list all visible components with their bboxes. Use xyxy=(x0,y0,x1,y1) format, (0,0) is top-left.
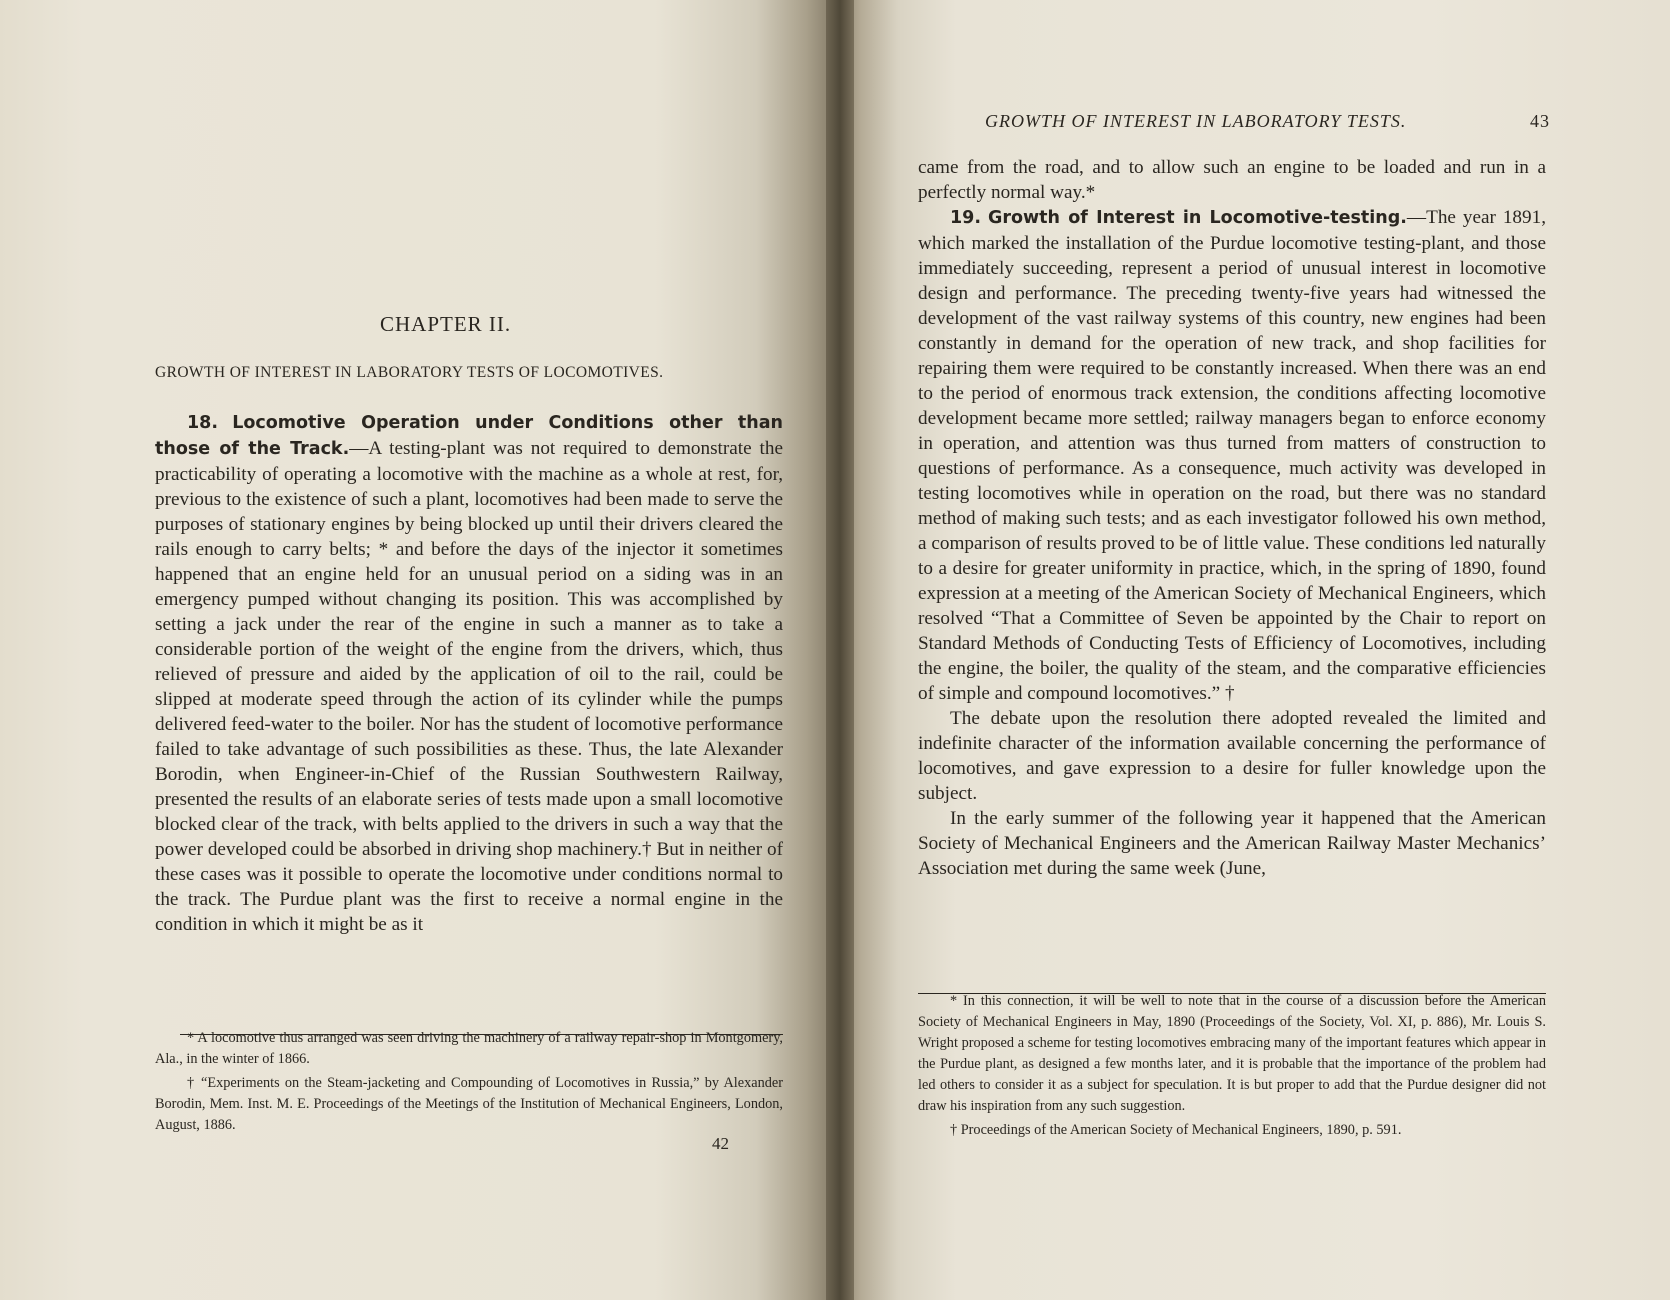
chapter-title: CHAPTER II. xyxy=(380,312,512,336)
continuation-paragraph: came from the road, and to allow such an engine to be loaded and run in a perfectly normal way.* xyxy=(918,157,1546,203)
section-text: —A testing-plant was not required to demonstrate the practicability of operating a locomotive with the machine as a whole at rest, for, previous to the existence of such a plant, locomotives had been made to serve the purposes of stationary engines by being blocked up until their drivers cleared the rails enough to carry belts; * and before the days of the injector it sometimes happened that an engine held for an unusual period on a siding was in an emergency pumped without changing its position. This was accomplished by setting a jack under the rear of the engine in such a manner as to take a considerable portion of the weight of the engine from the drivers, which, thus relieved of pressure and aided by the application of oil to the rail, could be slipped at moderate speed through the action of its cylinder while the pumps delivered feed-water to the boiler. Nor has the student of locomotive performance failed to take advantage of such possibilities as these. Thus, the late Alexander Borodin, when Engineer-in-Chief of the Russian Southwestern Railway, presented the results of an elaborate series of tests made upon a small locomotive blocked clear of the track, with belts applied to the drivers in such a way that the power developed could be absorbed in driving shop machinery.† But in neither of these cases was it possible to operate the locomotive under conditions normal to the track. The Purdue plant was the first to receive a normal engine in the condition in which it might be as it xyxy=(155,438,784,935)
section-18-paragraph xyxy=(155,410,783,937)
section-number: 19. xyxy=(950,208,982,228)
footnote: * A locomotive thus arranged was seen driving the machinery of a railway repair-shop in Montgomery, Ala., in the winter of 1866. xyxy=(155,1030,783,1067)
page-number: 42 xyxy=(712,1134,729,1153)
running-head-title: GROWTH OF INTEREST IN LABORATORY TESTS. xyxy=(985,111,1407,131)
paragraph: The debate upon the resolution there adopted revealed the limited and indefinite character of the information available concerning the performance of locomotives, and gave expression to a desire for fuller knowledge upon the subject. xyxy=(918,708,1546,804)
right-body-text xyxy=(918,155,1546,881)
paragraph: In the early summer of the following year it happened that the American Society of Mechanical Engineers and the American Railway Master Mechanics’ Association met during the same week (June, xyxy=(918,808,1546,879)
book-gutter xyxy=(826,0,854,1300)
footnote: † “Experiments on the Steam-jacketing and Compounding of Locomotives in Russia,” by Alexander Borodin, Mem. Inst. M. E. Proceedings of the Meetings of the Institution of Mechanical Engineers, London, August, 1886. xyxy=(155,1075,783,1133)
section-text: —The year 1891, which marked the installation of the Purdue locomotive testing-plant, and those immediately succeeding, represent a period of unusual interest in locomotive design and performance. The preceding twenty-five years had witnessed the development of the vast railway systems of this country, new engines had been constantly in demand for the operation of new track, and shop facilities for repairing them were required to be constantly increased. When there was an end to the period of enormous track extension, the conditions affecting locomotive development became more settled; railway managers began to enforce economy in operation, and attention was thus turned from matters of construction to questions of performance. As a consequence, much activity was developed in testing locomotives while in operation on the road, but there was no standard method of making such tests; and as each investigator followed his own method, a comparison of results proved to be of little value. These conditions led naturally to a desire for greater uniformity in practice, which, in the spring of 1890, found expression at a meeting of the American Society of Mechanical Engineers, which resolved “That a Committee of Seven be appointed by the Chair to report on Standard Methods of Conducting Tests of Efficiency of Locomotives, including the engine, the boiler, the quality of the steam, and the comparative efficiencies of simple and compound locomotives.” † xyxy=(918,207,1547,704)
left-body-text xyxy=(155,410,783,937)
footnote: * In this connection, it will be well to note that in the course of a discussion before the American Society of Mechanical Engineers in May, 1890 (Proceedings of the Society, Vol. XI, p. 886), Mr. Louis S. Wright proposed a scheme for testing locomotives embracing many of the important features which appear in the Purdue plant, as designed a few months later, and it is probable that the importance of the problem had led others to consider it as a subject for speculation. It is but proper to add that the Purdue designer did not draw his inspiration from any such suggestion. xyxy=(918,993,1546,1114)
left-footnotes xyxy=(155,1028,783,1136)
page-number: 43 xyxy=(1530,111,1550,131)
footnote: † Proceedings of the American Society of Mechanical Engineers, 1890, p. 591. xyxy=(950,1122,1402,1138)
right-footnotes xyxy=(918,991,1546,1141)
chapter-subtitle: GROWTH OF INTEREST IN LABORATORY TESTS OF LOCOMOTIVES. xyxy=(155,364,664,381)
section-number: 18. xyxy=(187,413,219,433)
section-heading: Locomotive Operation under Conditions other than those of the Track. xyxy=(155,413,784,459)
section-heading: Growth of Interest in Locomotive-testing. xyxy=(987,208,1407,228)
section-19-paragraph xyxy=(918,205,1546,706)
